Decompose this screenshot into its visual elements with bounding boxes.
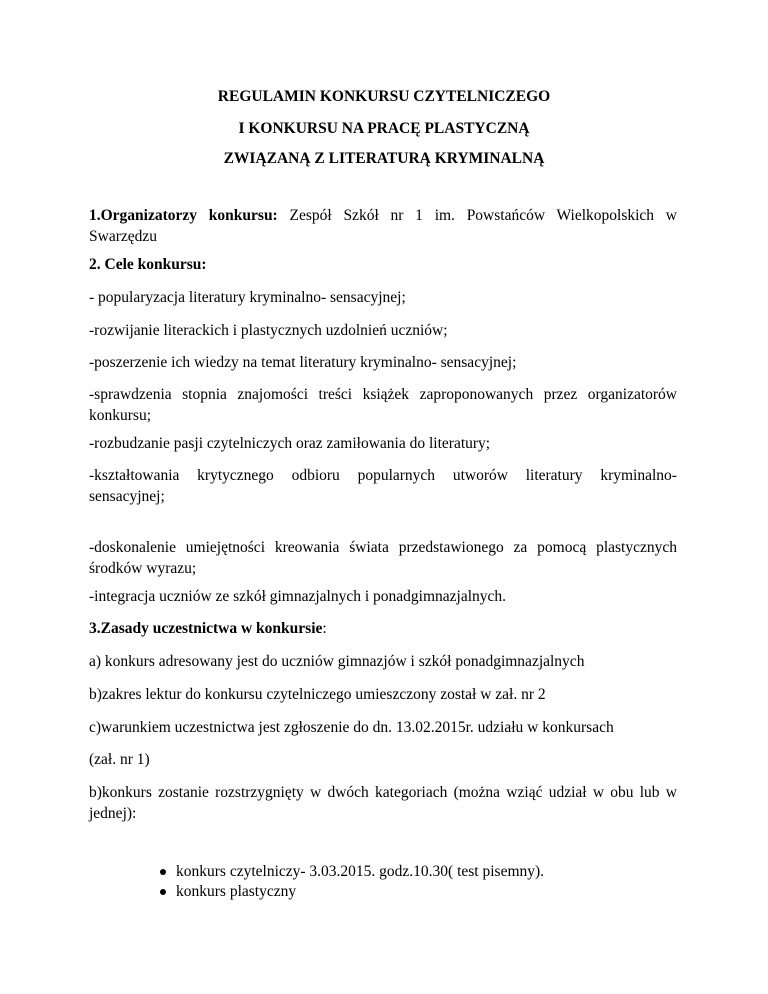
- category-item-art-text: konkurs plastyczny: [176, 883, 297, 900]
- rule-item-categories: b)konkurs zostanie rozstrzygnięty w dwóch kategoriach (można wziąć udział w obu lub w jednej):: [89, 784, 677, 822]
- category-item-art: [160, 882, 544, 902]
- rules-heading-colon: :: [322, 620, 327, 637]
- goals-heading-text: 2. Cele konkursu:: [89, 256, 207, 273]
- word: -kształtowania: [89, 467, 180, 484]
- goal-item-6-line-1: [89, 465, 677, 486]
- word: krytycznego: [197, 467, 274, 484]
- rule-item-c-annex: (zał. nr 1): [89, 751, 150, 768]
- goal-item-4: -sprawdzenia stopnia znajomości treści książek zaproponowanych przez organizatorów konkursu;: [89, 386, 677, 424]
- goal-item-1: - popularyzacja literatury kryminalno- sensacyjnej;: [89, 289, 406, 306]
- organizers-text: Zespół Szkół nr 1 im. Powstańców Wielkopolskich w Swarzędzu: [89, 207, 678, 245]
- title-line-3: ZWIĄZANĄ Z LITERATURĄ KRYMINALNĄ: [223, 150, 545, 167]
- goal-item-8: -integracja uczniów ze szkół gimnazjalnych i ponadgimnazjalnych.: [89, 588, 507, 605]
- category-item-reading: [160, 862, 544, 882]
- title-line-1: REGULAMIN KONKURSU CZYTELNICZEGO: [217, 88, 551, 105]
- goal-item-6-line-2: sensacyjnej;: [89, 488, 165, 505]
- goal-item-2: -rozwijanie literackich i plastycznych uzdolnień uczniów;: [89, 322, 448, 339]
- title-line-2: I KONKURSU NA PRACĘ PLASTYCZNĄ: [238, 120, 530, 137]
- rule-item-b: b)zakres lektur do konkursu czytelniczego umieszczony został w zał. nr 2: [89, 686, 546, 703]
- goal-item-3: -poszerzenie ich wiedzy na temat literatury kryminalno- sensacyjnej;: [89, 354, 517, 371]
- rules-heading: [89, 618, 677, 639]
- word: literatury: [525, 467, 583, 484]
- goals-heading: [89, 254, 677, 275]
- goal-item-7: -doskonalenie umiejętności kreowania świata przedstawionego za pomocą plastycznych środków wyrazu;: [89, 539, 677, 577]
- goal-item-6: [89, 465, 677, 507]
- category-item-reading-text: konkurs czytelniczy- 3.03.2015. godz.10.30( test pisemny).: [176, 863, 545, 880]
- word: popularnych: [357, 467, 436, 484]
- word: kryminalno-: [600, 467, 677, 484]
- rule-item-a: a) konkurs adresowany jest do uczniów gimnazjów i szkół ponadgimnazjalnych: [89, 653, 585, 670]
- bullet-icon: [160, 889, 166, 895]
- goal-item-5: -rozbudzanie pasji czytelniczych oraz zamiłowania do literatury;: [89, 435, 491, 452]
- rule-item-c: c)warunkiem uczestnictwa jest zgłoszenie do dn. 13.02.2015r. udziału w konkursach: [89, 719, 614, 736]
- bullet-icon: [160, 869, 166, 875]
- category-list: [160, 862, 544, 902]
- rules-heading-text: 3.Zasady uczestnictwa w konkursie: [89, 620, 323, 637]
- word: utworów: [452, 467, 508, 484]
- word: odbioru: [291, 467, 340, 484]
- organizers-paragraph: [89, 205, 677, 247]
- organizers-label: 1.Organizatorzy konkursu:: [89, 207, 278, 224]
